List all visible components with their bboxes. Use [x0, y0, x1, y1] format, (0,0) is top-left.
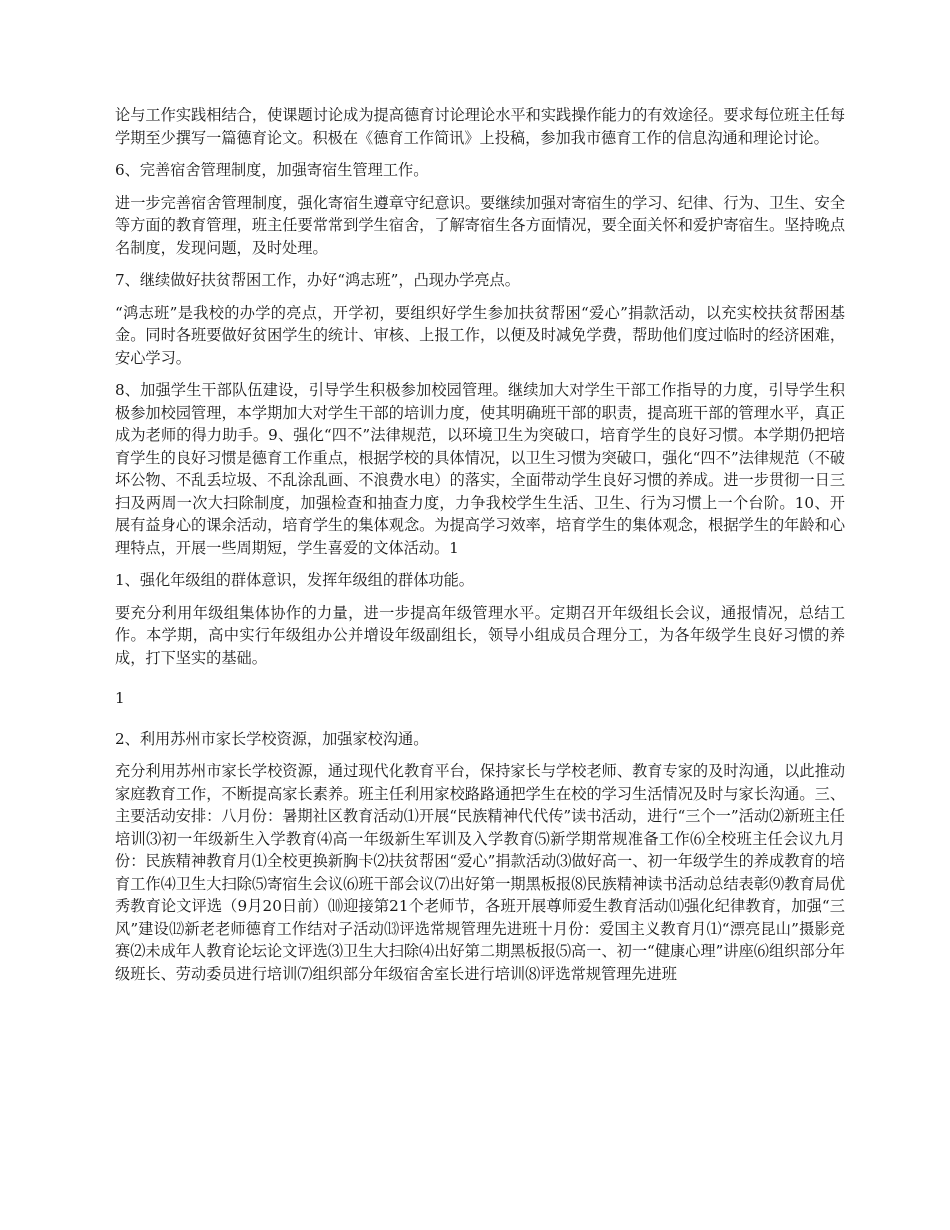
section-heading-7: 7、继续做好扶贫帮困工作，办好“鸿志班”，凸现办学亮点。	[115, 271, 520, 289]
paragraph-parent-school-activities: 充分利用苏州市家长学校资源，通过现代化教育平台，保持家长与学校老师、教育专家的及时沟通，以此推动家庭教育工作，不断提高家长素养。班主任利用家校路路通把学生在校的学习生活情况及时与家长沟通。三、主要活动安排：八月份：暑期社区教育活动⑴开展“民族精神代代传”读书活动，进行“三个一”活动⑵新班主任培训⑶初一年级新生入学教育⑷高一年级新生军训及入学教育⑸新学期常规准备工作⑹全校班主任会议九月份：民族精神教育月⑴全校更换新胸卡⑵扶贫帮困“爱心”捐款活动⑶做好高一、初一年级学生的养成教育的培育工作⑷卫生大扫除⑸寄宿生会议⑹班干部会议⑺出好第一期黑板报⑻民族精神读书活动总结表彰⑼教育局优秀教育论文评选（9月20日前）⑽迎接第21个老师节，各班开展尊师爱生教育活动⑾强化纪律教育，加强“三风”建设⑿新老老师德育工作结对子活动⒀评选常规管理先进班十月份：爱国主义教育月⑴“漂亮昆山”摄影竞赛⑵未成年人教育论坛论文评选⑶卫生大扫除⑷出好第二期黑板报⑸高一、初一“健康心理”讲座⑹组织部分年级班长、劳动委员进行培训⑺组织部分年级宿舍室长进行培训⑻评选常规管理先进班	[115, 762, 845, 983]
paragraph-dormitory: 进一步完善宿舍管理制度，强化寄宿生遵章守纪意识。要继续加强对寄宿生的学习、纪律、行为、卫生、安全等方面的教育管理，班主任要常常到学生宿舍，了解寄宿生各方面情况，要全面关怀和爱护寄宿生。坚持晚点名制度，发现问题，及时处理。	[115, 193, 845, 257]
paragraph-grade-group: 要充分利用年级组集体协作的力量，进一步提高年级管理水平。定期召开年级组长会议，通报情况，总结工作。本学期，高中实行年级组办公并增设年级副组长，领导小组成员合理分工，为各年级学生良好习惯的养成，打下坚实的基础。	[115, 603, 845, 667]
section-heading-parent-school: 2、利用苏州市家长学校资源，加强家校沟通。	[115, 729, 429, 748]
section-heading-grade-group: 1、强化年级组的群体意识，发挥年级组的群体功能。	[115, 571, 474, 589]
document-page	[115, 104, 845, 995]
paragraph-continuation: 论与工作实践相结合，使课题讨论成为提高德育讨论理论水平和实践操作能力的有效途径。要求每位班主任每学期至少撰写一篇德育论文。积极在《德育工作简讯》上投稿，参加我市德育工作的信息沟通和理论讨论。	[115, 106, 845, 147]
section-heading-6: 6、完善宿舍管理制度，加强寄宿生管理工作。	[115, 161, 429, 179]
page-number: 1	[115, 689, 125, 707]
paragraph-student-cadres: 8、加强学生干部队伍建设，引导学生积极参加校园管理。继续加大对学生干部工作指导的力度，引导学生积极参加校园管理，本学期加大对学生干部的培训力度，使其明确班干部的职责，提高班干部的管理水平，真正成为老师的得力助手。9、强化“四不”法律规范，以环境卫生为突破口，培育学生的良好习惯。本学期仍把培育学生的良好习惯是德育工作重点，根据学校的具体情况，以卫生习惯为突破口，强化“四不”法律规范（不破坏公物、不乱丢垃圾、不乱涂乱画、不浪费水电）的落实，全面带动学生良好习惯的养成。进一步贯彻一日三扫及两周一次大扫除制度，加强检查和抽查力度，力争我校学生生活、卫生、行为习惯上一个台阶。10、开展有益身心的课余活动，培育学生的集体观念。为提高学习效率，培育学生的集体观念，根据学生的年龄和心理特点，开展一些周期短，学生喜爱的文体活动。1	[115, 381, 845, 557]
paragraph-hongzhi-class: “鸿志班”是我校的办学的亮点，开学初，要组织好学生参加扶贫帮困“爱心”捐款活动，以充实校扶贫帮困基金。同时各班要做好贫困学生的统计、审核、上报工作，以便及时减免学费，帮助他们度过临时的经济困难，安心学习。	[115, 303, 845, 367]
